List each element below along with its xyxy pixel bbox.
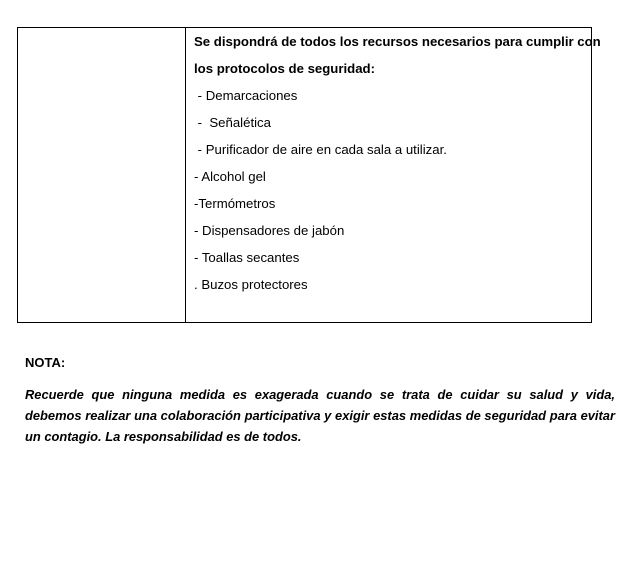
table-cell-empty <box>18 28 186 322</box>
table-cell-resources <box>186 28 601 322</box>
resources-intro <box>194 28 601 82</box>
resources-table <box>17 27 601 323</box>
list-item: - Demarcaciones <box>194 88 298 103</box>
resources-list <box>194 82 591 298</box>
list-item: - Toallas secantes <box>194 250 300 265</box>
list-item: . Buzos protectores <box>194 277 308 292</box>
note-label: NOTA: <box>25 355 66 370</box>
list-item: -Termómetros <box>194 196 276 211</box>
note-text: Recuerde que ninguna medida es exagerada cuando se trata de cuidar su salud y vida, debemos realizar una colaboración participativa y exigir estas medidas de seguridad para evitar un contagio. La responsabilidad es de todos. <box>25 387 615 444</box>
list-item: - Alcohol gel <box>194 169 266 184</box>
list-item: - Purificador de aire en cada sala a utilizar. <box>194 142 447 157</box>
resources-intro-line-2: los protocolos de seguridad: <box>194 61 375 76</box>
list-item: - Señalética <box>194 115 271 130</box>
list-item: - Dispensadores de jabón <box>194 223 345 238</box>
resources-intro-line-1: Se dispondrá de todos los recursos necesarios para cumplir con <box>194 34 601 49</box>
